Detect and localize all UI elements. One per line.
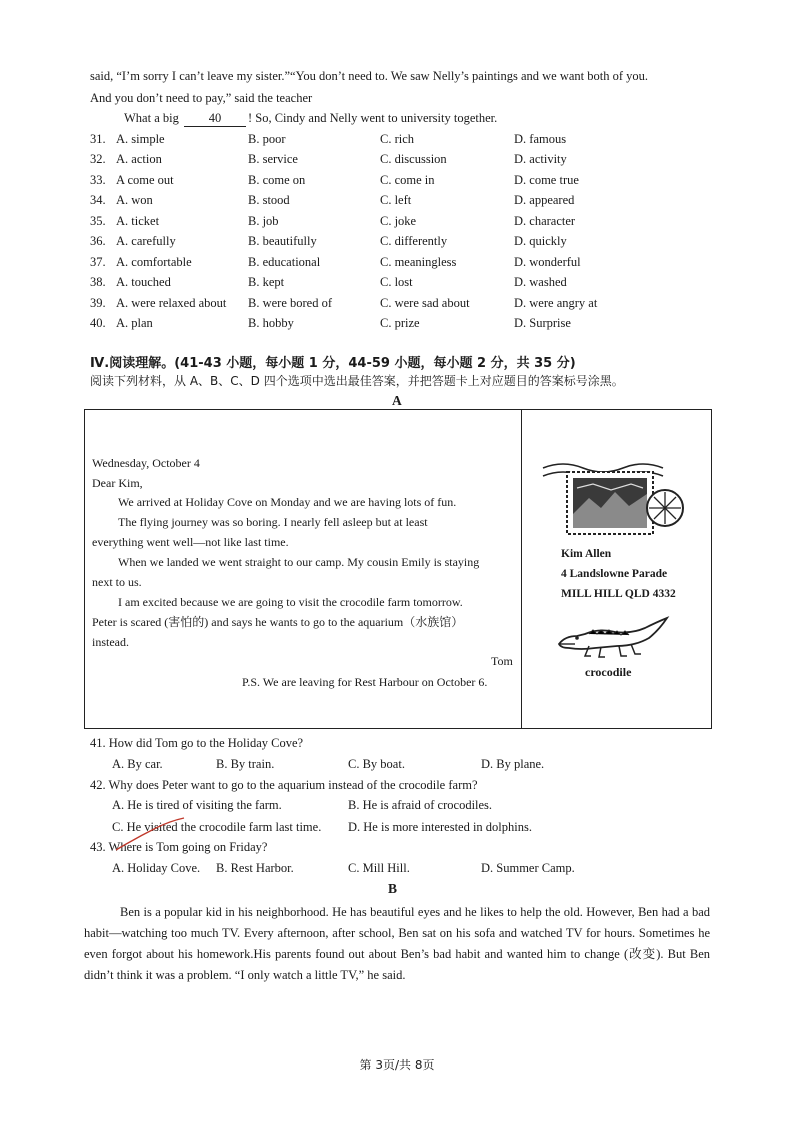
question-number: 35. bbox=[90, 214, 106, 228]
option-a: A. plan bbox=[116, 316, 153, 330]
option-c: C. differently bbox=[380, 234, 448, 248]
section-instruction: 阅读下列材料，从 A、B、C、D 四个选项中选出最佳答案，并把答题卡上对应题目的答案标号涂黑。 bbox=[90, 374, 624, 388]
question-number: 32. bbox=[90, 152, 106, 166]
question-43: 43. Where is Tom going on Friday? bbox=[90, 840, 268, 854]
option-c: C. left bbox=[380, 193, 412, 207]
letter-paragraph-3-line-1: When we landed we went straight to our camp. My cousin Emily is staying bbox=[118, 555, 480, 569]
letter-signature: Tom bbox=[491, 654, 513, 668]
option-c: C. come in bbox=[380, 173, 435, 187]
cloze-text-before-blank: What a big bbox=[124, 111, 179, 125]
q42-option-a: A. He is tired of visiting the farm. bbox=[112, 798, 282, 812]
option-b: B. stood bbox=[248, 193, 290, 207]
letter-paragraph-4-line-2: Peter is scared (害怕的) and says he wants to go to the aquarium（水族馆） bbox=[92, 615, 464, 629]
option-a: A. carefully bbox=[116, 234, 176, 248]
crocodile-caption: crocodile bbox=[585, 665, 632, 679]
crocodile-icon bbox=[555, 614, 671, 662]
option-c: C. rich bbox=[380, 132, 415, 146]
letter-paragraph-4-line-3: instead. bbox=[92, 635, 129, 649]
question-number: 34. bbox=[90, 193, 106, 207]
option-b: B. come on bbox=[248, 173, 306, 187]
q41-option-a: A. By car. bbox=[112, 757, 163, 771]
q41-option-c: C. By boat. bbox=[348, 757, 405, 771]
cloze-text-line-1: said, “I’m sorry I can’t leave my sister.”“You don’t need to. We saw Nelly’s paintings and we want both of you. bbox=[90, 69, 649, 83]
page-number: 第 3页/共 8页 bbox=[359, 1058, 435, 1072]
option-d: D. character bbox=[514, 214, 576, 228]
question-number: 40. bbox=[90, 316, 106, 330]
recipient-street: 4 Landslowne Parade bbox=[561, 568, 668, 580]
cloze-text-line-2: And you don’t need to pay,” said the teacher bbox=[90, 91, 313, 105]
q42-option-d: D. He is more interested in dolphins. bbox=[348, 820, 532, 834]
option-a: A. won bbox=[116, 193, 153, 207]
option-d: D. were angry at bbox=[514, 296, 598, 310]
option-a: A. comfortable bbox=[116, 255, 192, 269]
q41-option-b: B. By train. bbox=[216, 757, 275, 771]
q43-option-c: C. Mill Hill. bbox=[348, 861, 410, 875]
option-c: C. discussion bbox=[380, 152, 447, 166]
letter-postscript: P.S. We are leaving for Rest Harbour on October 6. bbox=[242, 675, 488, 689]
question-number: 39. bbox=[90, 296, 106, 310]
option-b: B. were bored of bbox=[248, 296, 332, 310]
option-a: A. ticket bbox=[116, 214, 160, 228]
letter-paragraph-3-line-2: next to us. bbox=[92, 575, 142, 589]
question-42: 42. Why does Peter want to go to the aquarium instead of the crocodile farm? bbox=[90, 778, 478, 792]
option-b: B. poor bbox=[248, 132, 286, 146]
q43-option-a: A. Holiday Cove. bbox=[112, 861, 201, 875]
option-b: B. service bbox=[248, 152, 298, 166]
option-d: D. come true bbox=[514, 173, 579, 187]
option-d: D. quickly bbox=[514, 234, 567, 248]
q42-option-c: C. He visited the crocodile farm last time. bbox=[112, 820, 322, 834]
option-b: B. beautifully bbox=[248, 234, 317, 248]
option-b: B. hobby bbox=[248, 316, 294, 330]
question-number: 37. bbox=[90, 255, 106, 269]
letter-paragraph-1: We arrived at Holiday Cove on Monday and we are having lots of fun. bbox=[118, 495, 457, 509]
option-d: D. Surprise bbox=[514, 316, 571, 330]
q41-option-d: D. By plane. bbox=[481, 757, 545, 771]
option-a: A. were relaxed about bbox=[116, 296, 227, 310]
option-a: A come out bbox=[116, 173, 174, 187]
q43-option-b: B. Rest Harbor. bbox=[216, 861, 294, 875]
q42-option-b: B. He is afraid of crocodiles. bbox=[348, 798, 493, 812]
letter-panel bbox=[85, 410, 522, 728]
passage-a-label: A bbox=[392, 393, 402, 408]
q43-option-d: D. Summer Camp. bbox=[481, 861, 575, 875]
cloze-text-line-3 bbox=[124, 110, 497, 127]
answer-blank-40: 40 bbox=[184, 110, 246, 127]
letter-paragraph-4-line-1: I am excited because we are going to visit the crocodile farm tomorrow. bbox=[118, 595, 463, 609]
option-d: D. wonderful bbox=[514, 255, 581, 269]
postcard bbox=[84, 409, 712, 729]
option-c: C. joke bbox=[380, 214, 417, 228]
option-a: A. action bbox=[116, 152, 162, 166]
option-b: B. kept bbox=[248, 275, 285, 289]
option-d: D. appeared bbox=[514, 193, 575, 207]
question-number: 33. bbox=[90, 173, 106, 187]
option-d: D. famous bbox=[514, 132, 567, 146]
recipient-city: MILL HILL QLD 4332 bbox=[561, 588, 676, 600]
question-41: 41. How did Tom go to the Holiday Cove? bbox=[90, 736, 304, 750]
pen-mark-icon bbox=[112, 816, 192, 856]
letter-greeting: Dear Kim, bbox=[92, 476, 143, 490]
option-d: D. washed bbox=[514, 275, 567, 289]
recipient-name: Kim Allen bbox=[561, 548, 612, 560]
option-c: C. meaningless bbox=[380, 255, 457, 269]
letter-paragraph-2-line-2: everything went well—not like last time. bbox=[92, 535, 289, 549]
option-b: B. job bbox=[248, 214, 279, 228]
option-c: C. lost bbox=[380, 275, 413, 289]
cloze-text-after-blank: ! So, Cindy and Nelly went to university together. bbox=[247, 111, 498, 125]
postage-stamp-icon bbox=[533, 454, 693, 542]
letter-paragraph-2-line-1: The flying journey was so boring. I nearly fell asleep but at least bbox=[118, 515, 428, 529]
option-a: A. simple bbox=[116, 132, 165, 146]
option-b: B. educational bbox=[248, 255, 321, 269]
question-number: 38. bbox=[90, 275, 106, 289]
option-c: C. were sad about bbox=[380, 296, 470, 310]
question-number: 31. bbox=[90, 132, 106, 146]
option-c: C. prize bbox=[380, 316, 420, 330]
question-number: 36. bbox=[90, 234, 106, 248]
section-title: Ⅳ.阅读理解。(41-43 小题，每小题 1 分，44-59 小题，每小题 2 分，共 35 分) bbox=[90, 356, 576, 371]
option-d: D. activity bbox=[514, 152, 567, 166]
passage-b-label: B bbox=[388, 881, 398, 896]
passage-b-text: Ben is a popular kid in his neighborhood. He has beautiful eyes and he likes to help the old. However, Ben had a bad habit—watching too much TV. Every afternoon, after school, Ben sat on his sofa and watched TV for hours. Sometimes he even forgot about his homework.His parents found out about Ben’s bad habit and wanted him to change (改变). But Ben didn’t think it was a problem. “I only watch a little TV,” he said. bbox=[84, 905, 710, 982]
letter-date: Wednesday, October 4 bbox=[92, 456, 200, 470]
option-a: A. touched bbox=[116, 275, 171, 289]
